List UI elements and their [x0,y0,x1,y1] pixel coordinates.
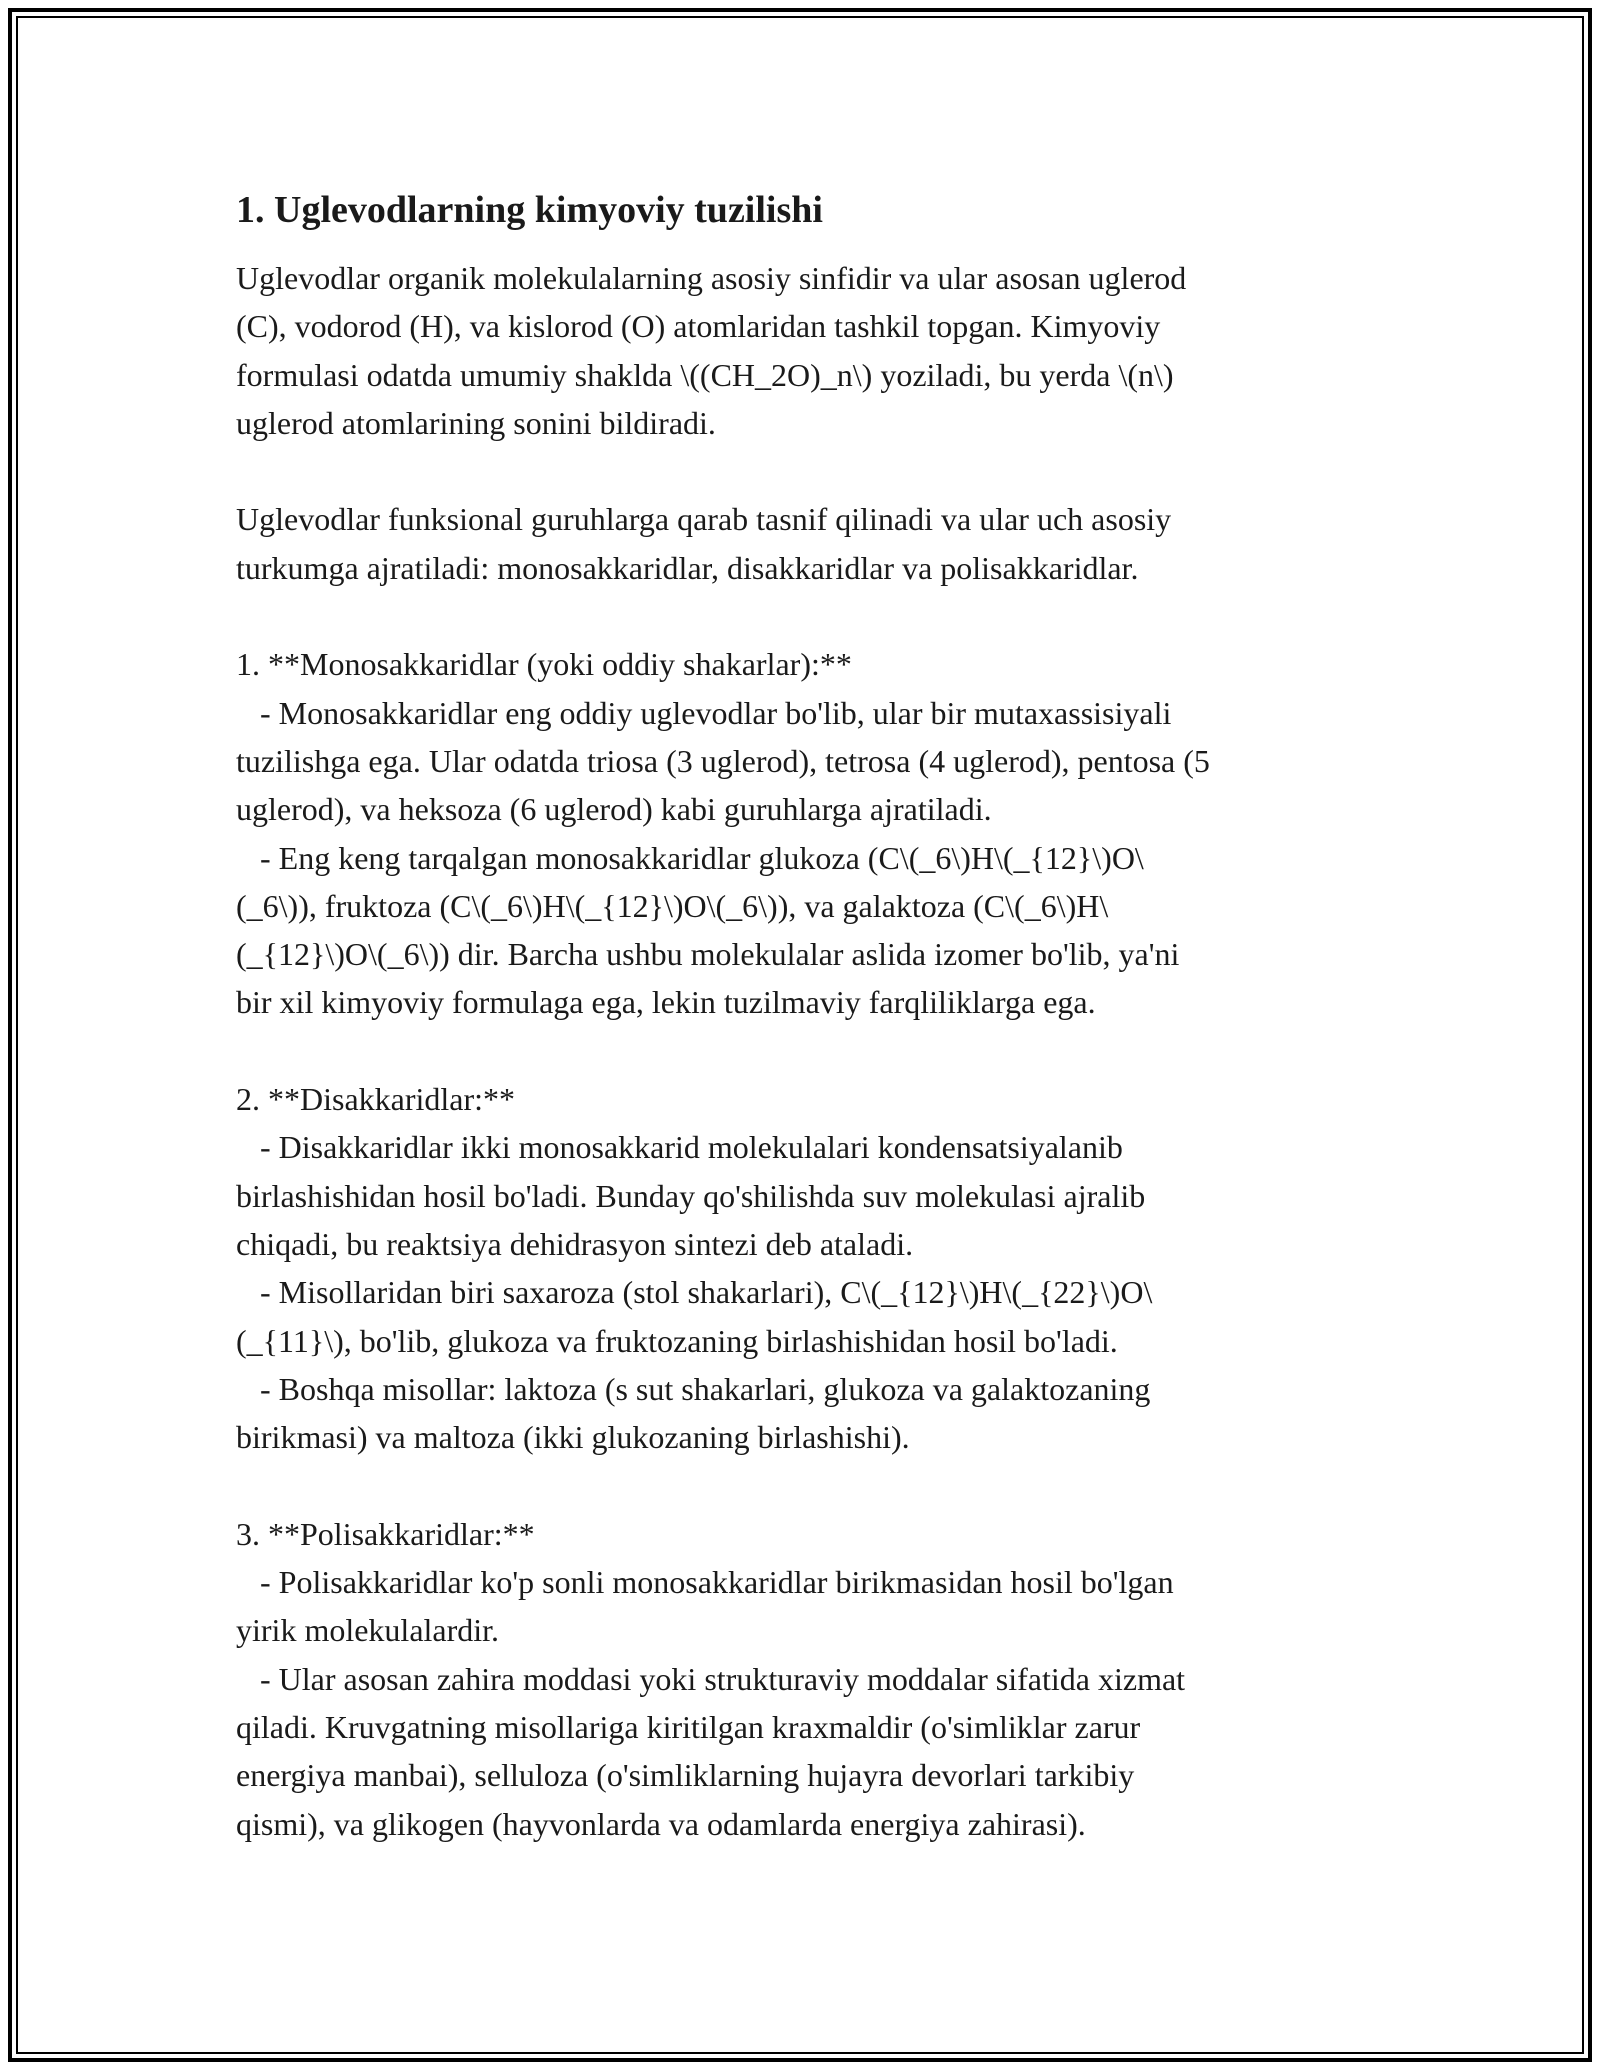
text-line: 1. **Monosakkaridlar (yoki oddiy shakarlar):** [236,646,852,683]
paragraph-gap [236,1027,1366,1075]
document-heading: 1. Uglevodlarning kimyoviy tuzilishi [236,189,823,231]
text-line: 3. **Polisakkaridlar:** [236,1515,535,1552]
text-line: - Boshqa misollar: laktoza (s sut shakarlari, glukoza va galaktozaning [236,1370,1151,1407]
text-line: (_6\)), fruktoza (C\(_6\)H\(_{12}\)O\(_6\)), va galaktoza (C\(_6\)H\ [236,887,1109,924]
text-line: - Disakkaridlar ikki monosakkarid molekulalari kondensatsiyalanib [236,1129,1123,1166]
paragraph-gap [236,592,1366,640]
text-line: - Misollaridan biri saxaroza (stol shakarlari), C\(_{12}\)H\(_{22}\)O\ [236,1274,1153,1311]
text-line: birikmasi) va maltoza (ikki glukozaning birlashishi). [236,1419,910,1456]
document-text [236,254,1366,1848]
text-line: energiya manbai), selluloza (o'simliklarning hujayra devorlari tarkibiy [236,1757,1135,1794]
text-line: (_{11}\), bo'lib, glukoza va fruktozaning birlashishidan hosil bo'ladi. [236,1322,1118,1359]
text-line: tuzilishga ega. Ular odatda triosa (3 uglerod), tetrosa (4 uglerod), pentosa (5 [236,742,1210,779]
text-line: yirik molekulalardir. [236,1612,500,1649]
text-line: Uglevodlar organik molekulalarning asosiy sinfidir va ular asosan uglerod [236,260,1187,296]
paragraph-gap [236,447,1366,495]
text-line: qismi), va glikogen (hayvonlarda va odamlarda energiya zahirasi). [236,1805,1086,1842]
text-line: - Monosakkaridlar eng oddiy uglevodlar bo'lib, ular bir mutaxassisiyali [236,694,1172,731]
text-line: formulasi odatda umumiy shaklda \((CH_2O)_n\) yoziladi, bu yerda \(n\) [236,356,1174,393]
text-line: uglerod), va heksoza (6 uglerod) kabi guruhlarga ajratiladi. [236,791,992,828]
text-line: (_{12}\)O\(_6\)) dir. Barcha ushbu molekulalar aslida izomer bo'lib, ya'ni [236,936,1180,973]
text-line: bir xil kimyoviy formulaga ega, lekin tuzilmaviy farqliliklarga ega. [236,984,1096,1021]
text-line: - Ular asosan zahira moddasi yoki strukturaviy moddalar sifatida xizmat [236,1660,1186,1697]
text-line: turkumga ajratiladi: monosakkaridlar, disakkaridlar va polisakkaridlar. [236,549,1139,586]
text-line: qiladi. Kruvgatning misollariga kiritilgan kraxmaldir (o'simliklar zarur [236,1708,1141,1745]
document-body [236,186,1366,1848]
text-line: birlashishidan hosil bo'ladi. Bunday qo'shilishda suv molekulasi ajralib [236,1177,1146,1214]
text-line: 2. **Disakkaridlar:** [236,1081,516,1118]
text-line: uglerod atomlarining sonini bildiradi. [236,404,716,441]
text-line: (C), vodorod (H), va kislorod (O) atomlaridan tashkil topgan. Kimyoviy [236,308,1161,345]
text-line: chiqadi, bu reaktsiya dehidrasyon sintezi deb ataladi. [236,1225,914,1262]
paragraph-gap [236,1461,1366,1509]
text-line: - Polisakkaridlar ko'p sonli monosakkaridlar birikmasidan hosil bo'lgan [236,1564,1174,1601]
text-line: - Eng keng tarqalgan monosakkaridlar glukoza (C\(_6\)H\(_{12}\)O\ [236,839,1144,876]
text-line: Uglevodlar funksional guruhlarga qarab tasnif qilinadi va ular uch asosiy [236,501,1172,538]
